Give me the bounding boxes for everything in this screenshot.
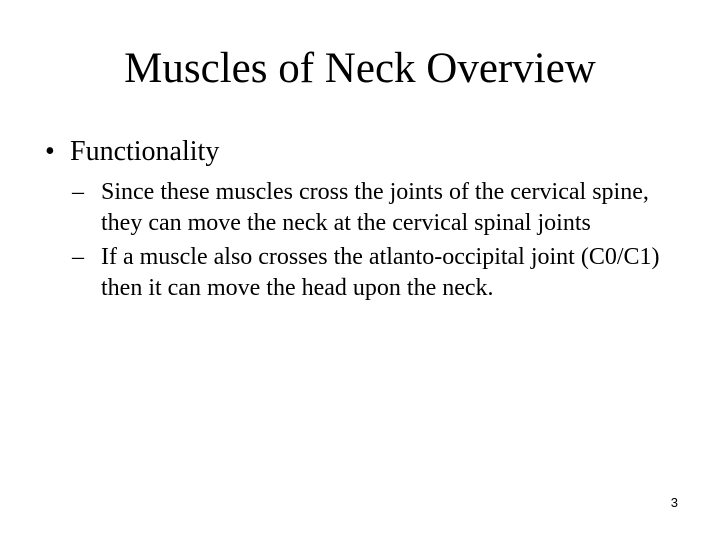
dash-marker: – [72, 179, 84, 205]
sub-bullet-list [72, 177, 692, 307]
bullet-functionality [45, 135, 219, 169]
page-number: 3 [670, 495, 678, 510]
sub-bullet-item [72, 177, 692, 239]
bullet-marker: • [45, 136, 55, 167]
sub-bullet-text: Since these muscles cross the joints of the cervical spine, they can move the neck at the cervical spinal joints [101, 179, 649, 236]
slide-title: Muscles of Neck Overview [124, 45, 596, 92]
sub-bullet-text: If a muscle also crosses the atlanto-occipital joint (C0/C1) then it can move the head upon the neck. [101, 244, 660, 301]
sub-bullet-item [72, 242, 692, 304]
dash-marker: – [72, 244, 84, 270]
bullet-text: Functionality [70, 136, 220, 167]
